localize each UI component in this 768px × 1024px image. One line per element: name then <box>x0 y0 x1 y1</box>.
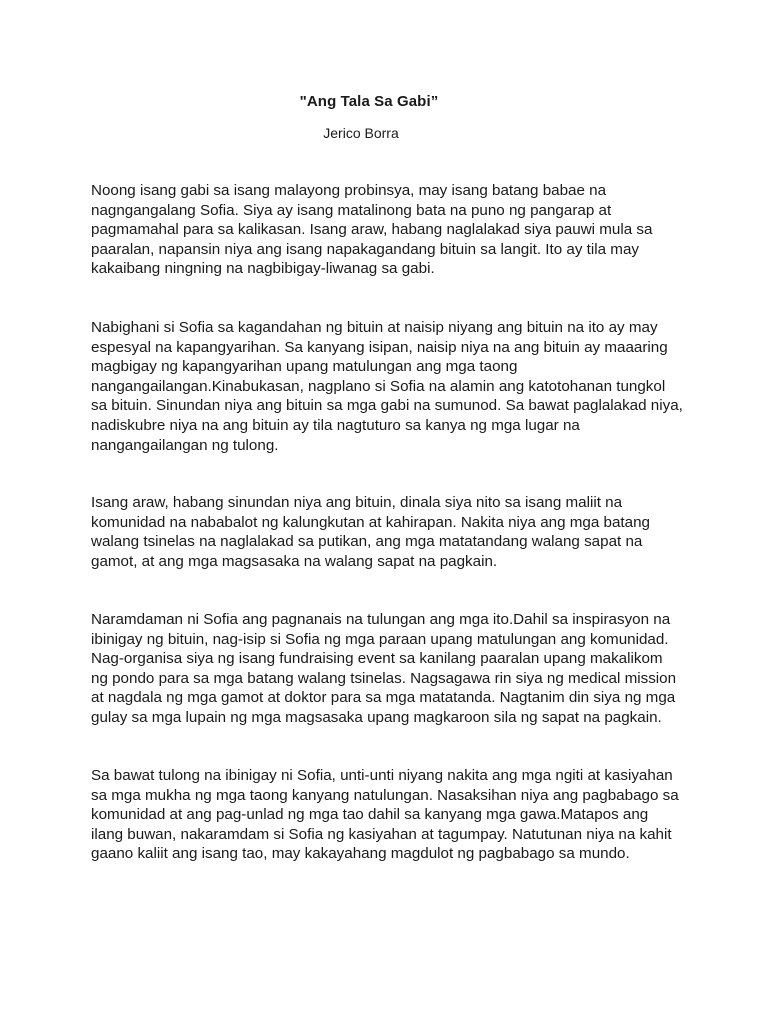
paragraph-5: Sa bawat tulong na ibinigay ni Sofia, unti-unti niyang nakita ang mga ngiti at kasiyahan sa mga mukha ng mga taong kanyang natulungan. Nasaksihan niya ang pagbabago sa komunidad at ang pag-unlad ng mga tao dahil sa kanyang mga gawa.Matapos ang ilang buwan, nakaramdam si Sofia ng kasiyahan at tagumpay. Natutunan niya na kahit gaano kaliit ang isang tao, may kakayahang magdulot ng pagbabago sa mundo. <box>91 767 679 863</box>
paragraph-1: Noong isang gabi sa isang malayong probinsya, may isang batang babae na nagngangalang Sofia. Siya ay isang matalinong bata na puno ng pangarap at pagmamahal para sa kalikasan. Isang araw, habang naglalakad siya pauwi mula sa paaralan, napansin niya ang isang napakagandang bituin sa langit. Ito ay tila may kakaibang ningning na nagbibigay-liwanag sa gabi. <box>91 182 653 278</box>
paragraph-2: Nabighani si Sofia sa kagandahan ng bituin at naisip niyang ang bituin na ito ay may espesyal na kapangyarihan. Sa kanyang isipan, naisip niya na ang bituin ay maaaring magbigay ng kapangyarihan upang matulungan ang mga taong nangangailangan.Kinabukasan, nagplano si Sofia na alamin ang katotohanan tungkol sa bituin. Sinundan niya ang bituin sa mga gabi na sumunod. Sa bawat paglalakad niya, nadiskubre niya na ang bituin ay tila nagtuturo sa kanya ng mga lugar na nangangailangan ng tulong. <box>91 319 683 454</box>
paragraph-3: Isang araw, habang sinundan niya ang bituin, dinala siya nito sa isang maliit na komunidad na nababalot ng kalungkutan at kahirapan. Nakita niya ang mga batang walang tsinelas na naglalakad sa putikan, ang mga matatandang walang sapat na gamot, at ang mga magsasaka na walang sapat na pagkain. <box>91 494 650 570</box>
paragraph-4: Naramdaman ni Sofia ang pagnanais na tulungan ang mga ito.Dahil sa inspirasyon na ibinigay ng bituin, nag-isip si Sofia ng mga paraan upang matulungan ang komunidad. Nag-organisa siya ng isang fundraising event sa kanilang paaralan upang makalikom ng pondo para sa mga batang walang tsinelas. Nagsagawa rin siya ng medical mission at nagdala ng mga gamot at doktor para sa mga matatanda. Nagtanim din siya ng mga gulay sa mga lupain ng mga magsasaka upang magkaroon sila ng sapat na pagkain. <box>91 611 677 726</box>
document-title: "Ang Tala Sa Gabi” <box>299 93 439 110</box>
document-author: Jerico Borra <box>323 125 399 141</box>
